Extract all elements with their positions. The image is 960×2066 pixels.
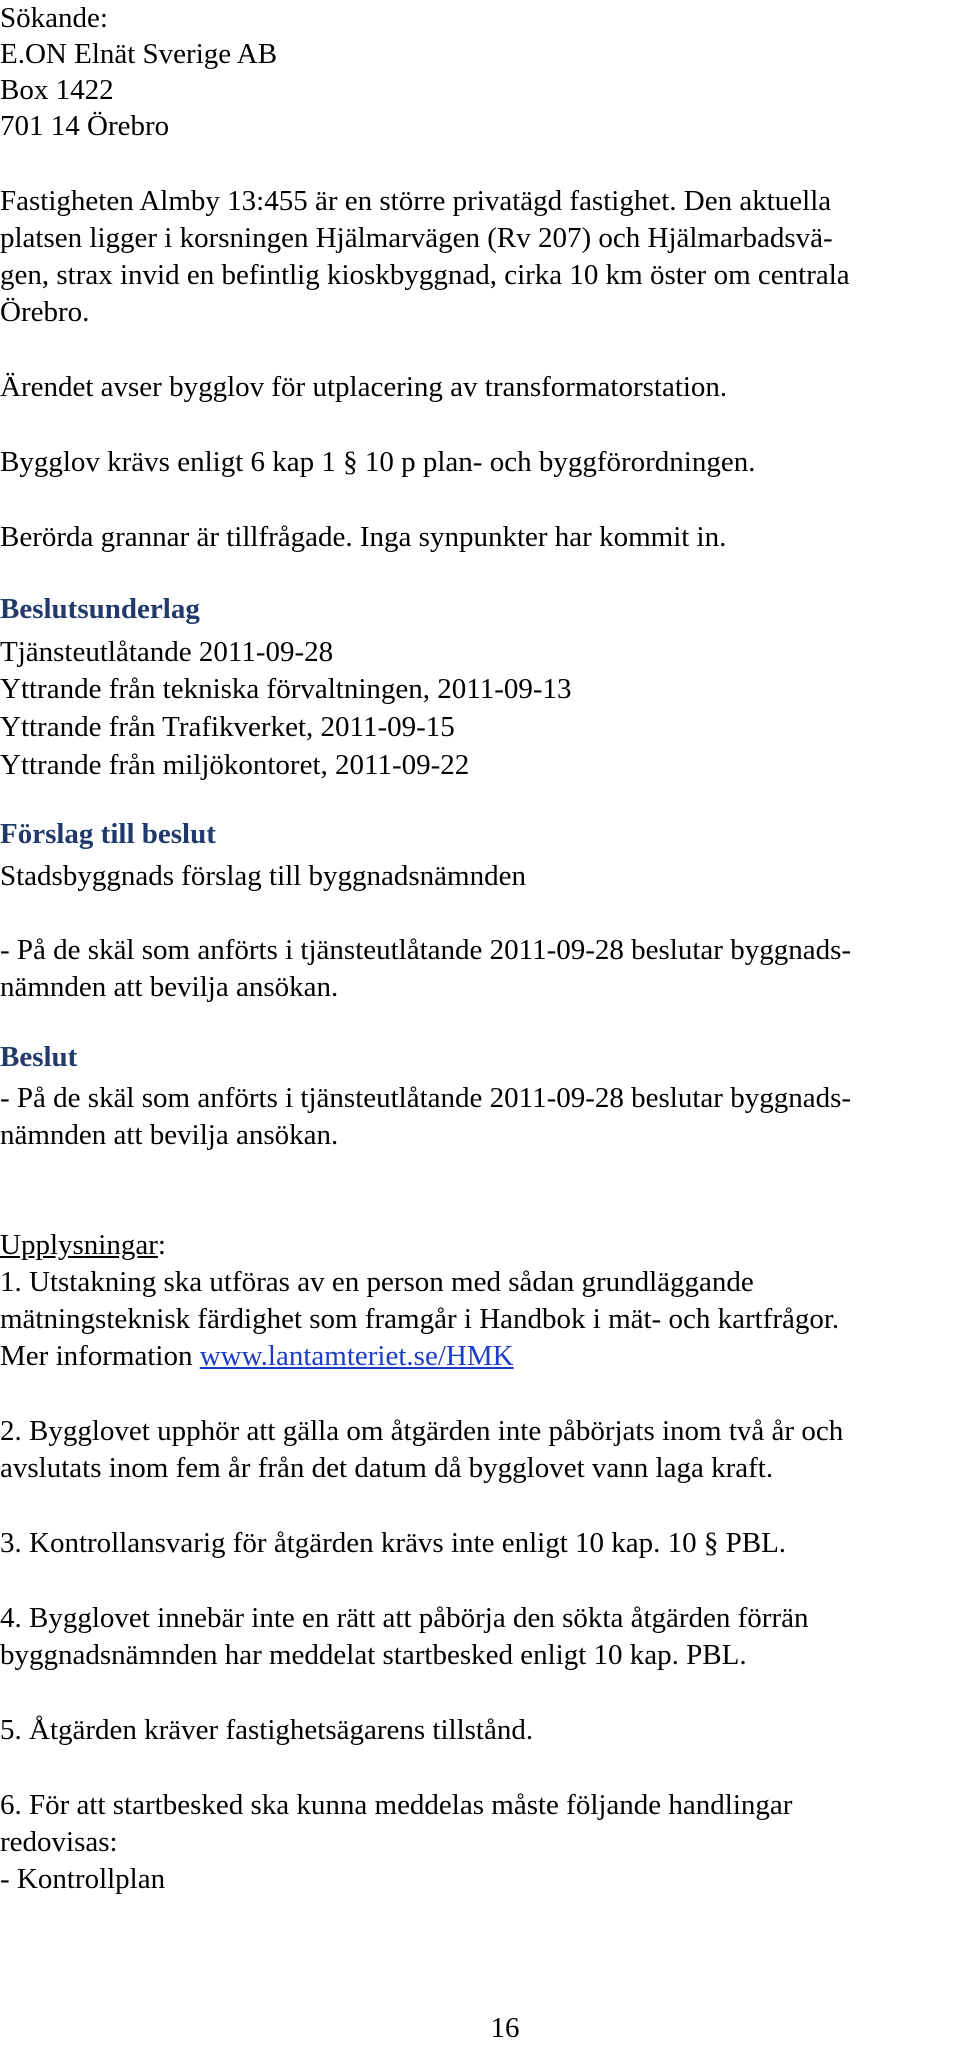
applicant-box: Box 1422 <box>0 74 114 106</box>
note-6-line: - Kontrollplan <box>0 1863 166 1895</box>
notes-heading-colon: : <box>157 1229 166 1261</box>
note-4-line: 4. Bygglovet innebär inte en rätt att påbörja den sökta åtgärden förrän <box>0 1602 809 1634</box>
decision-line: nämnden att bevilja ansökan. <box>0 1119 339 1151</box>
note-3-text: 3. Kontrollansvarig för åtgärden krävs inte enligt 10 kap. 10 § PBL. <box>0 1527 787 1559</box>
applicant-city: 701 14 Örebro <box>0 110 170 142</box>
neighbours-text: Berörda grannar är tillfrågade. Inga synpunkter har kommit in. <box>0 521 727 553</box>
proposal-heading: Förslag till beslut <box>0 818 216 850</box>
basis-item: Tjänsteutlåtande 2011-09-28 <box>0 636 334 668</box>
note-6-line: redovisas: <box>0 1826 118 1858</box>
proposal-line: nämnden att bevilja ansökan. <box>0 971 339 1003</box>
basis-item: Yttrande från miljökontoret, 2011-09-22 <box>0 749 470 781</box>
decision-line: - På de skäl som anförts i tjänsteutlåtande 2011-09-28 beslutar byggnads- <box>0 1082 852 1114</box>
note-1-line: mätningsteknisk färdighet som framgår i Handbok i mät- och kartfrågor. <box>0 1303 840 1335</box>
requirement-text: Bygglov krävs enligt 6 kap 1 § 10 p plan- och byggförordningen. <box>0 446 756 478</box>
note-1-more-text: Mer information <box>0 1340 200 1372</box>
intro-line: Örebro. <box>0 296 90 328</box>
note-1-more <box>0 1338 514 1374</box>
intro-line: Fastigheten Almby 13:455 är en större privatägd fastighet. Den aktuella <box>0 185 832 217</box>
note-5-text: 5. Åtgärden kräver fastighetsägarens tillstånd. <box>0 1714 534 1746</box>
applicant-label: Sökande: <box>0 2 108 34</box>
applicant-name: E.ON Elnät Sverige AB <box>0 38 278 70</box>
lantmateriet-link[interactable]: www.lantamteriet.se/HMK <box>199 1340 514 1372</box>
proposal-subheading: Stadsbyggnads förslag till byggnadsnämnden <box>0 860 526 892</box>
proposal-line: - På de skäl som anförts i tjänsteutlåtande 2011-09-28 beslutar byggnads- <box>0 934 852 966</box>
intro-line: gen, strax invid en befintlig kioskbyggnad, cirka 10 km öster om centrala <box>0 259 850 291</box>
basis-item: Yttrande från Trafikverket, 2011-09-15 <box>0 711 455 743</box>
note-1-line: 1. Utstakning ska utföras av en person med sådan grundläggande <box>0 1266 754 1298</box>
note-4-line: byggnadsnämnden har meddelat startbesked enligt 10 kap. PBL. <box>0 1639 747 1671</box>
basis-heading: Beslutsunderlag <box>0 593 200 625</box>
basis-item: Yttrande från tekniska förvaltningen, 2011-09-13 <box>0 673 572 705</box>
note-2-line: avslutats inom fem år från det datum då bygglovet vann laga kraft. <box>0 1452 774 1484</box>
notes-heading-part: Upplys <box>0 1229 84 1261</box>
page-number: 16 <box>490 2012 520 2044</box>
intro-line: platsen ligger i korsningen Hjälmarvägen (Rv 207) och Hjälmarbadsvä- <box>0 222 833 254</box>
matter-text: Ärendet avser bygglov för utplacering av transformatorstation. <box>0 371 728 403</box>
notes-heading <box>0 1227 166 1263</box>
note-2-line: 2. Bygglovet upphör att gälla om åtgärden inte påbörjats inom två år och <box>0 1415 844 1447</box>
note-6-line: 6. För att startbesked ska kunna meddelas måste följande handlingar <box>0 1789 793 1821</box>
decision-heading: Beslut <box>0 1041 78 1073</box>
notes-heading-part: ningar <box>83 1229 158 1261</box>
